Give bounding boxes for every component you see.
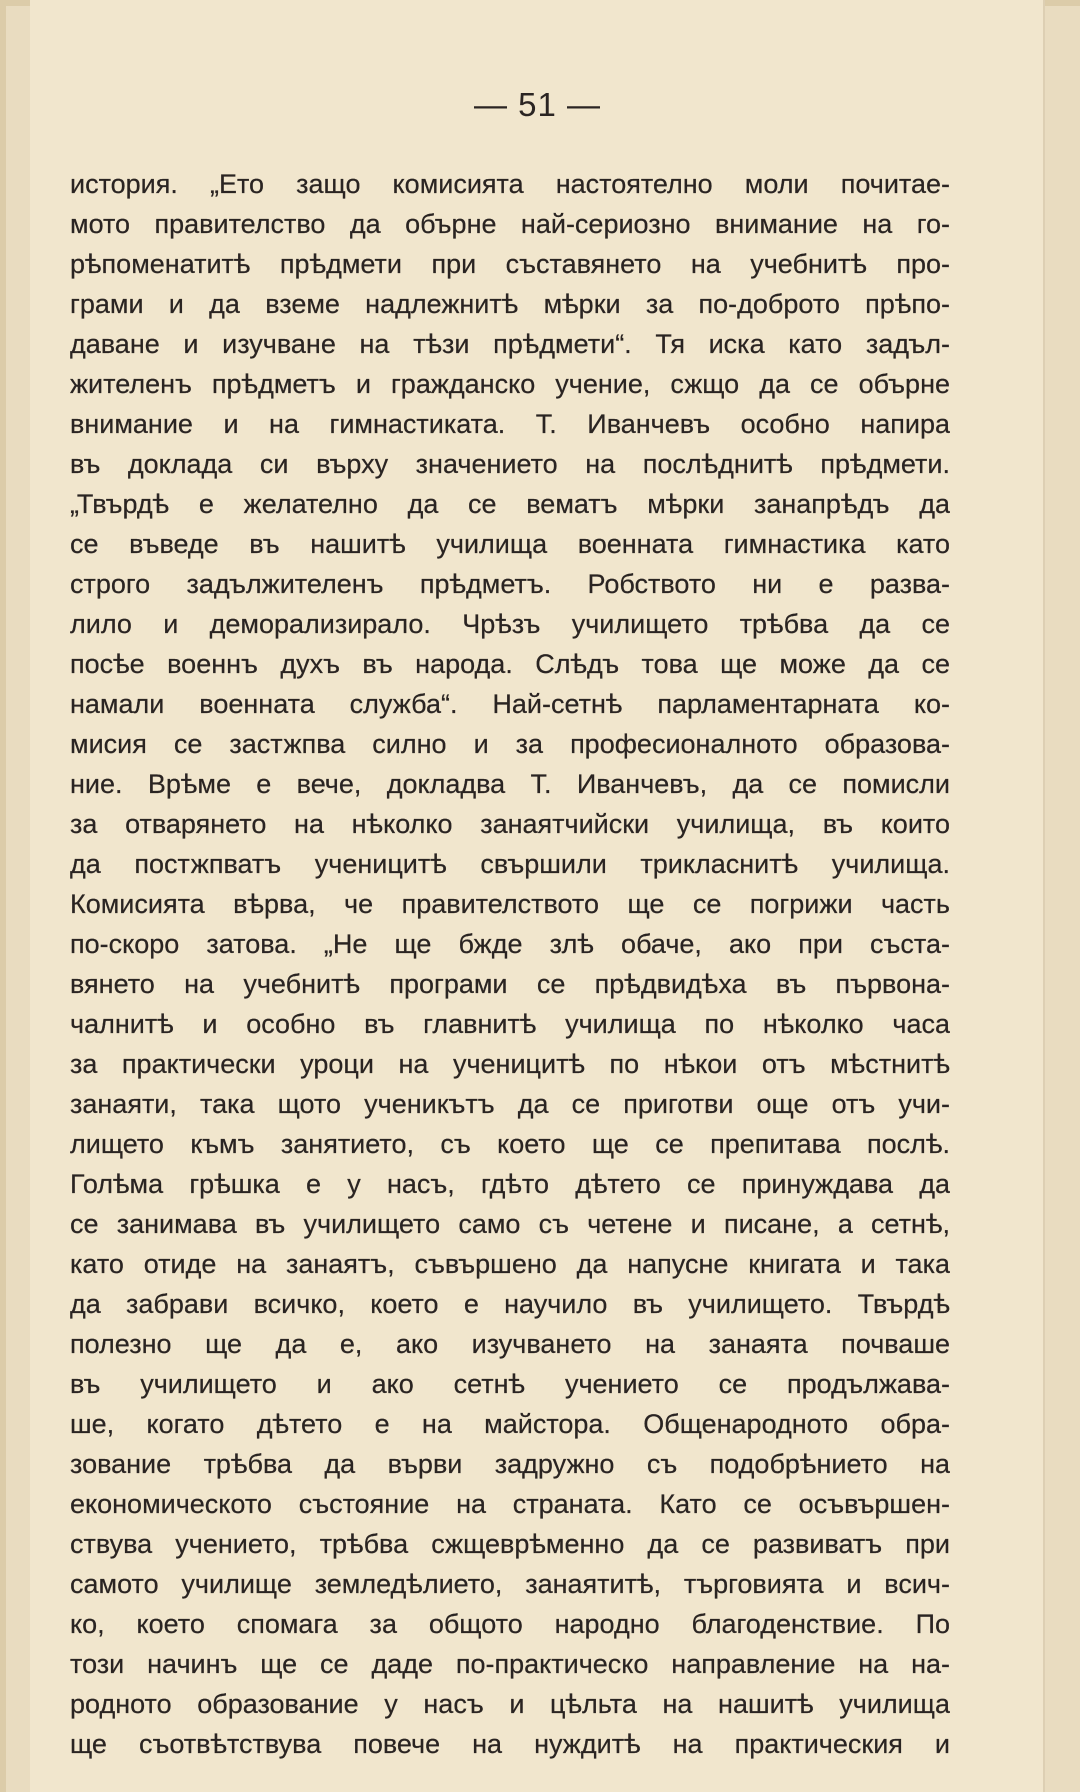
page-number: — 51 — bbox=[473, 86, 602, 123]
text-line: чалнитѣ и особно въ главнитѣ училища по нѣколко часа bbox=[70, 1009, 950, 1039]
text-line: да постжпватъ ученицитѣ свършили трикласнитѣ училища. bbox=[70, 849, 950, 879]
text-line: зование трѣбва да върви задружно съ подобрѣнието на bbox=[70, 1449, 950, 1479]
text-line: посѣе военнъ духъ въ народа. Слѣдъ това ще може да се bbox=[70, 649, 950, 679]
text-line: Комисията вѣрва, че правителството ще се погрижи часть bbox=[70, 889, 950, 919]
text-line: самото училище земледѣлието, занаятитѣ, търговията и всич- bbox=[70, 1569, 950, 1599]
text-line: даване и изучване на тѣзи прѣдмети“. Тя иска като задъл- bbox=[70, 329, 950, 359]
text-line: мото правителство да обърне най-сериозно внимание на го- bbox=[70, 209, 950, 239]
text-line: лището къмъ занятието, съ което ще се препитава послѣ. bbox=[70, 1129, 950, 1159]
text-line: ствува учението, трѣбва сжщеврѣменно да се развиватъ при bbox=[70, 1529, 950, 1559]
text-line: „Твърдѣ е желателно да се вематъ мѣрки занапрѣдъ да bbox=[70, 489, 950, 519]
text-line: ше, когато дѣтето е на майстора. Общенародното обра- bbox=[70, 1409, 950, 1439]
text-line: грами и да вземе надлежнитѣ мѣрки за по-доброто прѣпо- bbox=[70, 289, 950, 319]
text-line: да забрави всичко, което е научило въ училището. Твърдѣ bbox=[70, 1289, 950, 1319]
text-line: въ училището и ако сетнѣ учението се продължава- bbox=[70, 1369, 950, 1399]
text-line: за отварянето на нѣколко занаятчийски училища, въ които bbox=[70, 809, 950, 839]
text-line: строго задължителенъ прѣдметъ. Робството ни е разва- bbox=[70, 569, 950, 599]
text-line: рѣпоменатитѣ прѣдмети при съставянето на учебнитѣ про- bbox=[70, 249, 950, 279]
text-line: Голѣма грѣшка е у насъ, гдѣто дѣтето се принуждава да bbox=[70, 1169, 950, 1199]
book-page bbox=[30, 0, 1045, 1792]
text-line: този начинъ ще се даде по-практическо направление на на- bbox=[70, 1649, 950, 1679]
text-line: въ доклада си върху значението на послѣднитѣ прѣдмети. bbox=[70, 449, 950, 479]
text-line: се въведе въ нашитѣ училища военната гимнастика като bbox=[70, 529, 950, 559]
text-line: се занимава въ училището само съ четене и писане, а сетнѣ, bbox=[70, 1209, 950, 1239]
text-line: полезно ще да е, ако изучването на занаята почваше bbox=[70, 1329, 950, 1359]
text-line: родното образование у насъ и цѣльта на нашитѣ училища bbox=[70, 1689, 950, 1719]
text-line: мисия се застжпва силно и за професионалното образова- bbox=[70, 729, 950, 759]
text-line: лило и деморализирало. Чрѣзъ училището трѣбва да се bbox=[70, 609, 950, 639]
text-line: ще съотвѣтствува повече на нуждитѣ на практическия и bbox=[70, 1729, 950, 1759]
body-text bbox=[70, 164, 950, 1759]
text-line: економическото състояние на страната. Като се осъвършен- bbox=[70, 1489, 950, 1519]
text-line: вянето на учебнитѣ програми се прѣдвидѣха въ първона- bbox=[70, 969, 950, 999]
text-line: внимание и на гимнастиката. Т. Иванчевъ особно напира bbox=[70, 409, 950, 439]
text-line: история. „Ето защо комисията настоятелно моли почитае- bbox=[70, 169, 950, 199]
text-line: занаяти, така щото ученикътъ да се приготви още отъ учи- bbox=[70, 1089, 950, 1119]
text-line: жителенъ прѣдметъ и гражданско учение, сжщо да се обърне bbox=[70, 369, 950, 399]
text-line: ко, което спомага за общото народно благоденствие. По bbox=[70, 1609, 950, 1639]
text-line: по-скоро затова. „Не ще бжде злѣ обаче, ако при съста- bbox=[70, 929, 950, 959]
text-line: като отиде на занаятъ, съвършено да напусне книгата и така bbox=[70, 1249, 950, 1279]
text-line: за практически уроци на ученицитѣ по нѣкои отъ мѣстнитѣ bbox=[70, 1049, 950, 1079]
text-line: намали военната служба“. Най-сетнѣ парламентарната ко- bbox=[70, 689, 950, 719]
text-line: ние. Врѣме е вече, докладва Т. Иванчевъ, да се помисли bbox=[70, 769, 950, 799]
